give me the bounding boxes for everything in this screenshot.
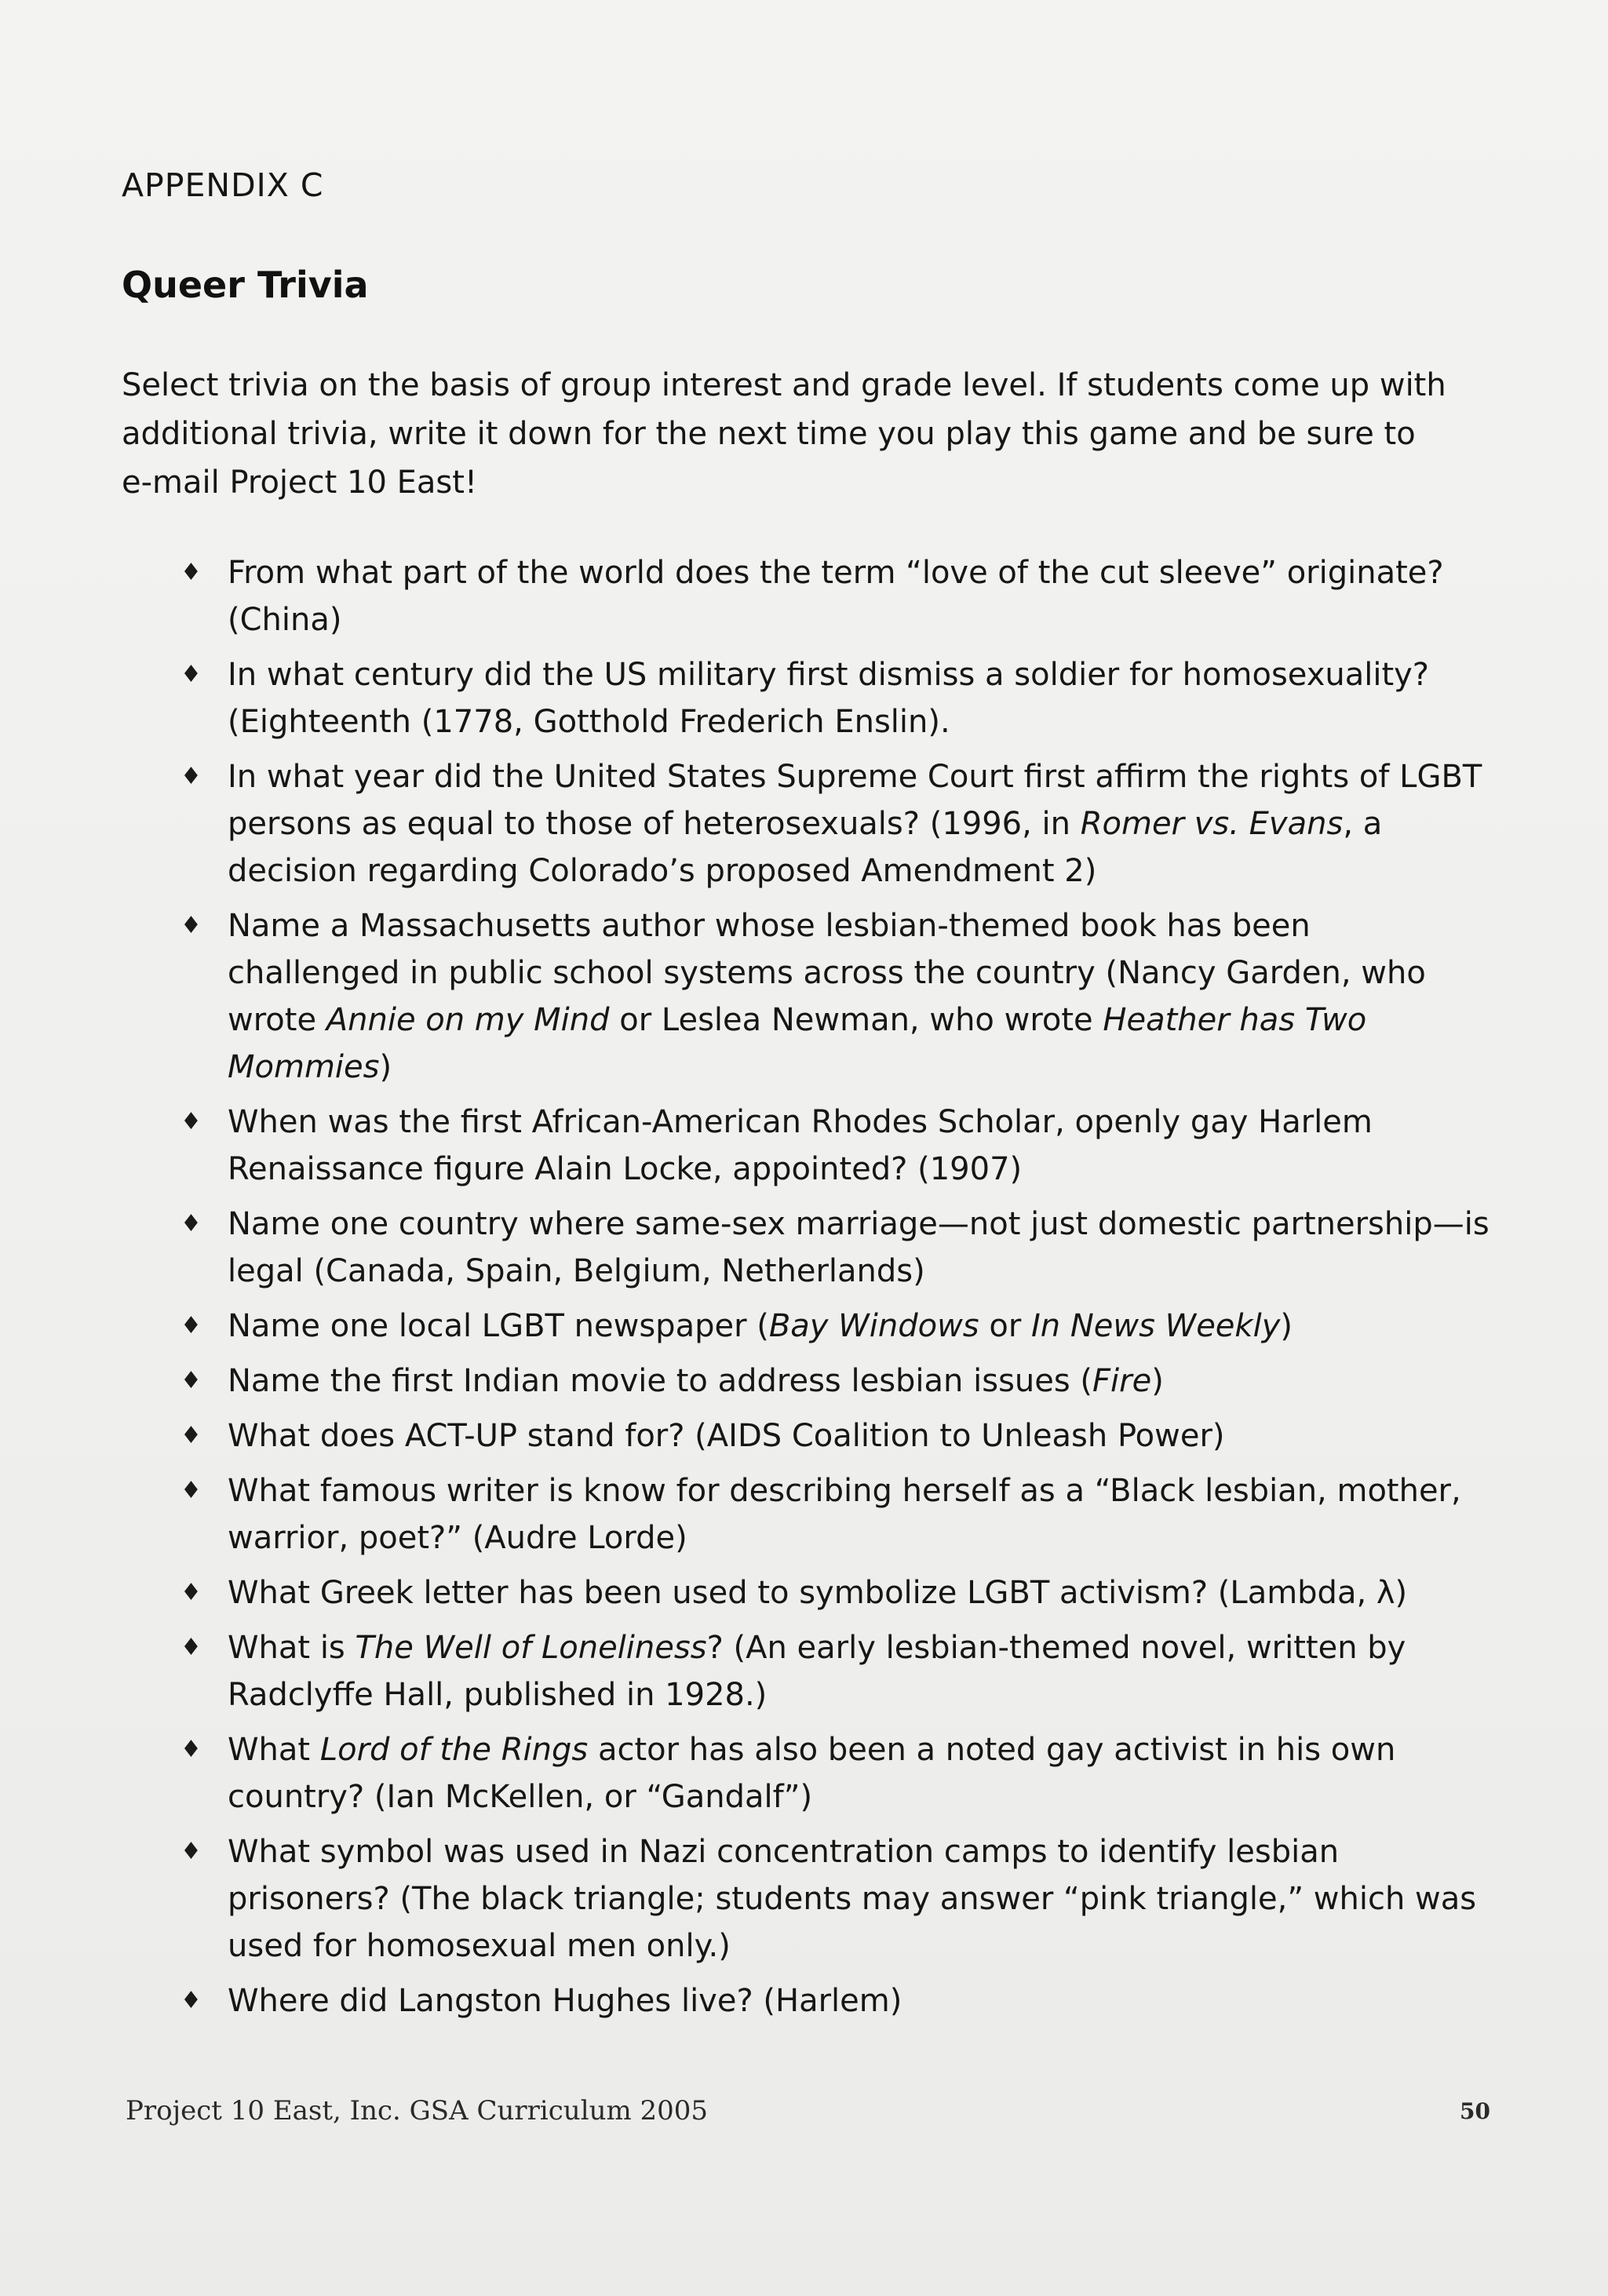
- text-segment: ): [1151, 1363, 1164, 1399]
- text-segment: In what century did the US military first dismiss a soldier for homosexuality? (Eighteenth (1778, Gotthold Frederich Enslin).: [228, 657, 1430, 740]
- trivia-question: [228, 1983, 902, 2019]
- text-segment: Where did Langston Hughes live? (Harlem): [228, 1983, 902, 2019]
- footer-publisher: Project 10 East, Inc. GSA Curriculum 2005: [126, 2095, 709, 2127]
- italic-title: Romer vs. Evans: [1080, 806, 1344, 842]
- trivia-question: [228, 1418, 1225, 1454]
- trivia-question: [228, 1473, 1461, 1556]
- italic-title: Fire: [1092, 1363, 1152, 1399]
- italic-title: Heather has Two Mommies: [228, 1002, 1367, 1085]
- text-segment: What: [228, 1732, 320, 1768]
- diamond-bullet-icon: ♦: [180, 661, 202, 688]
- trivia-question: [228, 1308, 1293, 1344]
- trivia-item: [180, 1467, 1491, 1562]
- diamond-bullet-icon: ♦: [180, 1422, 202, 1449]
- text-segment: Name one local LGBT newspaper (: [228, 1308, 769, 1344]
- trivia-item: [180, 1569, 1491, 1616]
- diamond-bullet-icon: ♦: [180, 912, 202, 939]
- trivia-question: [228, 759, 1482, 889]
- trivia-item: [180, 753, 1491, 895]
- diamond-bullet-icon: ♦: [180, 1736, 202, 1763]
- diamond-bullet-icon: ♦: [180, 1312, 202, 1339]
- text-segment: What is: [228, 1630, 356, 1666]
- trivia-item: [180, 1828, 1491, 1970]
- text-segment: Name the first Indian movie to address lesbian issues (: [228, 1363, 1093, 1399]
- diamond-bullet-icon: ♦: [180, 559, 202, 586]
- italic-title: Lord of the Rings: [319, 1732, 589, 1768]
- trivia-item: [180, 651, 1491, 745]
- diamond-bullet-icon: ♦: [180, 1477, 202, 1504]
- trivia-item: [180, 902, 1491, 1091]
- diamond-bullet-icon: ♦: [180, 1838, 202, 1865]
- italic-title: The Well of Loneliness: [355, 1630, 707, 1666]
- trivia-question: [228, 1575, 1407, 1611]
- trivia-question: [228, 555, 1444, 638]
- trivia-question: [228, 1834, 1476, 1964]
- page-title: Queer Trivia: [122, 264, 369, 306]
- italic-title: Bay Windows: [768, 1308, 979, 1344]
- text-segment: ): [379, 1049, 392, 1085]
- italic-title: In News Weekly: [1030, 1308, 1281, 1344]
- diamond-bullet-icon: ♦: [180, 1987, 202, 2014]
- trivia-item: [180, 1726, 1491, 1820]
- text-segment: , a decision regarding Colorado’s proposed Amendment 2): [228, 806, 1383, 889]
- trivia-list: [180, 549, 1491, 2032]
- diamond-bullet-icon: ♦: [180, 1579, 202, 1606]
- trivia-item: [180, 1977, 1491, 2024]
- trivia-question: [228, 1206, 1489, 1289]
- text-segment: In what year did the United States Supreme Court first affirm the rights of LGBT persons as equal to those of heterosexuals? (1996, in: [228, 759, 1482, 842]
- text-segment: What does ACT-UP stand for? (AIDS Coalition to Unleash Power): [228, 1418, 1225, 1454]
- text-segment: What famous writer is know for describing herself as a “Black lesbian, mother, warrior, poet?” (Audre Lorde): [228, 1473, 1461, 1556]
- trivia-item: [180, 1412, 1491, 1460]
- appendix-label: APPENDIX C: [122, 166, 324, 204]
- diamond-bullet-icon: ♦: [180, 1108, 202, 1135]
- text-segment: Name a Massachusetts author whose lesbian-themed book has been challenged in public school systems across the country (Nancy Garden, who wrote: [228, 908, 1426, 1038]
- text-segment: From what part of the world does the term “love of the cut sleeve” originate? (China): [228, 555, 1444, 638]
- trivia-item: [180, 1099, 1491, 1193]
- trivia-item: [180, 1201, 1491, 1295]
- italic-title: Annie on my Mind: [326, 1002, 610, 1038]
- trivia-item: [180, 1624, 1491, 1718]
- trivia-question: [228, 1732, 1395, 1815]
- trivia-item: [180, 1358, 1491, 1405]
- text-segment: Name one country where same-sex marriage—not just domestic partnership—is legal (Canada, Spain, Belgium, Netherlands): [228, 1206, 1489, 1289]
- text-segment: ): [1280, 1308, 1293, 1344]
- trivia-question: [228, 1630, 1406, 1713]
- diamond-bullet-icon: ♦: [180, 763, 202, 790]
- trivia-item: [180, 549, 1491, 643]
- trivia-question: [228, 1104, 1373, 1187]
- text-segment: or Leslea Newman, who wrote: [609, 1002, 1103, 1038]
- diamond-bullet-icon: ♦: [180, 1367, 202, 1394]
- diamond-bullet-icon: ♦: [180, 1210, 202, 1237]
- page-number: 50: [1460, 2098, 1490, 2124]
- text-segment: ? (An early lesbian-themed novel, written by Radclyffe Hall, published in 1928.): [228, 1630, 1406, 1713]
- diamond-bullet-icon: ♦: [180, 1634, 202, 1661]
- text-segment: or: [979, 1308, 1031, 1344]
- trivia-question: [228, 657, 1429, 740]
- text-segment: When was the first African-American Rhodes Scholar, openly gay Harlem Renaissance figure Alain Locke, appointed? (1907): [228, 1104, 1373, 1187]
- text-segment: What symbol was used in Nazi concentration camps to identify lesbian prisoners? (The black triangle; students may answer “pink triangle,” which was used for homosexual men only.): [228, 1834, 1477, 1964]
- trivia-question: [228, 908, 1426, 1085]
- text-segment: actor has also been a noted gay activist in his own country? (Ian McKellen, or “Gandalf”): [228, 1732, 1396, 1815]
- intro-paragraph: Select trivia on the basis of group interest and grade level. If students come up with additional trivia, write it down for the next time you play this game and be sure to e-mail Project 10 East!: [122, 367, 1446, 501]
- trivia-item: [180, 1303, 1491, 1350]
- text-segment: What Greek letter has been used to symbolize LGBT activism? (Lambda, λ): [228, 1575, 1408, 1611]
- trivia-question: [228, 1363, 1164, 1399]
